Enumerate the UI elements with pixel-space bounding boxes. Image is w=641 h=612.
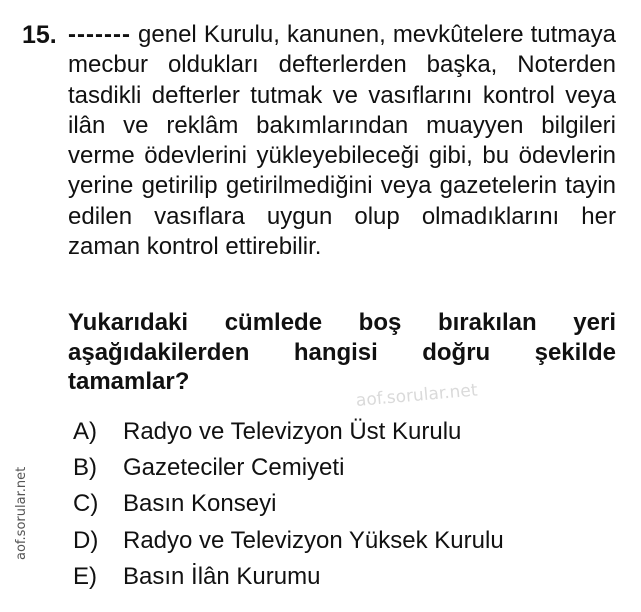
- option-letter: E): [73, 562, 97, 590]
- question-stem-text: genel Kurulu, kanunen, mevkûtelere tutmaya mecbur oldukları defterlerden başka, Noterden tasdikli defterler tutmak ve vasıflarını kontrol veya ilân ve reklâm bakımlarından muayyen bilgileri verme ödevlerini yükleyebileceği gibi, bu ödevlerin yerine getirilip getirilmediğini veya gazetelerin tayin edilen vasıflara uygun olup olmadıklarını her zaman kontrol ettirebilir.: [68, 21, 616, 261]
- question-stem: [68, 20, 616, 262]
- option-d[interactable]: [73, 523, 504, 559]
- option-text: Basın İlân Kurumu: [123, 562, 321, 590]
- option-e[interactable]: [73, 559, 504, 595]
- watermark-center: aof.sorular.net: [355, 380, 479, 411]
- option-a[interactable]: [73, 414, 504, 450]
- option-text: Radyo ve Televizyon Yüksek Kurulu: [123, 526, 504, 554]
- option-letter: C): [73, 490, 99, 518]
- blank-placeholder: -------: [68, 21, 131, 48]
- option-c[interactable]: [73, 486, 504, 522]
- option-letter: A): [73, 418, 97, 445]
- option-letter: D): [73, 526, 99, 554]
- option-b[interactable]: [73, 450, 504, 486]
- question-number: 15.: [22, 21, 57, 49]
- option-text: Gazeteciler Cemiyeti: [123, 454, 345, 482]
- question-prompt: Yukarıdaki cümlede boş bırakılan yeri aşağıdakilerden hangisi doğru şekilde tamamlar?: [68, 309, 616, 395]
- option-text: Radyo ve Televizyon Üst Kurulu: [123, 418, 462, 445]
- watermark-side: aof.sorular.net: [14, 466, 29, 560]
- answer-options: [73, 414, 504, 595]
- option-letter: B): [73, 454, 97, 482]
- option-text: Basın Konseyi: [123, 490, 277, 518]
